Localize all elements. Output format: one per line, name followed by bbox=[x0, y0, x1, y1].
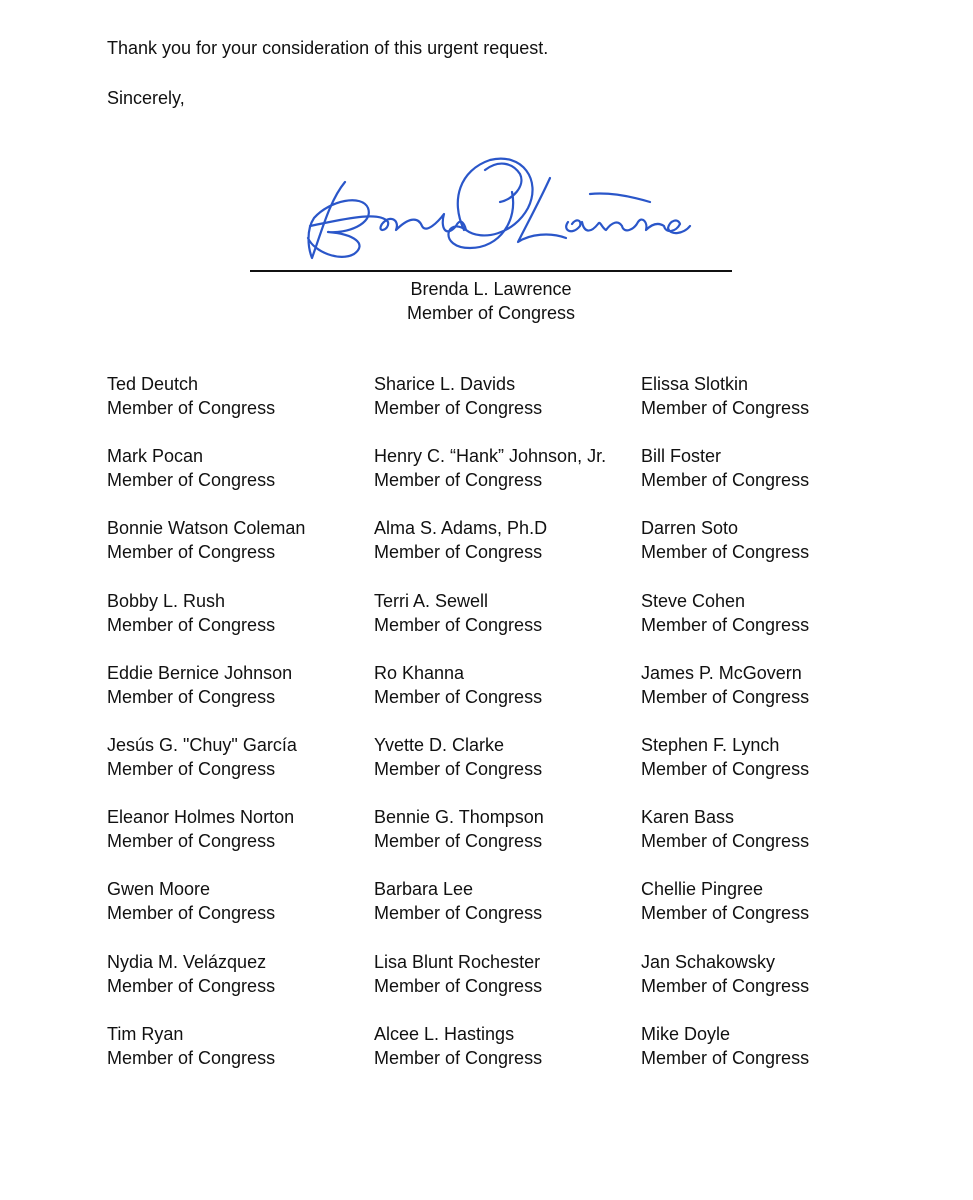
cosigner-title: Member of Congress bbox=[641, 975, 810, 996]
cosigner-entry bbox=[374, 805, 641, 877]
cosigner-entry bbox=[374, 444, 641, 516]
cosigner-name: Ted Deutch bbox=[107, 374, 199, 394]
cosigner-name: Karen Bass bbox=[641, 807, 735, 828]
cosigner-title: Member of Congress bbox=[641, 470, 810, 491]
cosigner-name: Jan Schakowsky bbox=[641, 951, 776, 972]
signer-title: Member of Congress bbox=[406, 303, 576, 323]
cosigner-name: Tim Ryan bbox=[107, 1023, 184, 1044]
cosigner-entry bbox=[107, 589, 374, 661]
cosigner-title: Member of Congress bbox=[641, 614, 810, 635]
cosigner-title: Member of Congress bbox=[107, 758, 276, 779]
cosigner-name: Barbara Lee bbox=[374, 879, 474, 900]
cosigner-title: Member of Congress bbox=[107, 470, 276, 491]
signer-name: Brenda L. Lawrence bbox=[410, 279, 572, 299]
cosigner-name: Stephen F. Lynch bbox=[641, 734, 780, 755]
cosigner-title: Member of Congress bbox=[641, 542, 810, 563]
closing-sentence: Thank you for your consideration of this urgent request. bbox=[107, 38, 549, 58]
cosigner-entry bbox=[374, 372, 641, 444]
cosigner-entry bbox=[641, 516, 908, 588]
cosigner-title: Member of Congress bbox=[107, 398, 276, 418]
cosigner-title: Member of Congress bbox=[107, 542, 276, 563]
cosigner-name: Henry C. “Hank” Johnson, Jr. bbox=[374, 446, 607, 467]
signature-block bbox=[250, 130, 732, 325]
handwritten-signature bbox=[250, 130, 732, 270]
cosigner-title: Member of Congress bbox=[641, 831, 810, 852]
cosigner-entry bbox=[641, 877, 908, 949]
cosigner-title: Member of Congress bbox=[641, 398, 810, 418]
cosigner-entry bbox=[374, 1022, 641, 1094]
cosigner-name: Eddie Bernice Johnson bbox=[107, 662, 293, 683]
cosigner-entry bbox=[374, 589, 641, 661]
signature-line bbox=[250, 270, 732, 272]
cosigner-title: Member of Congress bbox=[374, 398, 543, 418]
cosigner-name: Jesús G. "Chuy" García bbox=[107, 734, 297, 755]
cosigner-title: Member of Congress bbox=[641, 758, 810, 779]
cosigner-title: Member of Congress bbox=[641, 1047, 810, 1068]
cosigner-entry bbox=[107, 877, 374, 949]
cosigner-name: Bobby L. Rush bbox=[107, 590, 226, 611]
cosigner-name: Bennie G. Thompson bbox=[374, 807, 544, 828]
cosigner-entry bbox=[107, 733, 374, 805]
salutation: Sincerely, bbox=[107, 88, 185, 108]
cosigner-name: Alma S. Adams, Ph.D bbox=[374, 518, 548, 539]
cosigner-entry bbox=[107, 661, 374, 733]
cosigner-entry bbox=[107, 444, 374, 516]
cosigner-title: Member of Congress bbox=[641, 903, 810, 924]
cosigner-name: Chellie Pingree bbox=[641, 879, 764, 900]
cosigner-entry bbox=[641, 589, 908, 661]
cosigner-entry bbox=[374, 733, 641, 805]
cosigner-title: Member of Congress bbox=[107, 903, 276, 924]
cosigner-name: Darren Soto bbox=[641, 518, 739, 539]
cosigner-entry bbox=[107, 950, 374, 1022]
cosigner-name: Nydia M. Velázquez bbox=[107, 951, 267, 972]
cosigner-name: Eleanor Holmes Norton bbox=[107, 807, 295, 828]
cosigner-title: Member of Congress bbox=[374, 1047, 543, 1068]
cosigner-name: Steve Cohen bbox=[641, 590, 746, 611]
cosigner-entry bbox=[374, 516, 641, 588]
cosigner-name: Mark Pocan bbox=[107, 446, 204, 467]
cosigner-title: Member of Congress bbox=[374, 614, 543, 635]
cosigner-entry bbox=[107, 372, 374, 444]
cosigner-title: Member of Congress bbox=[374, 831, 543, 852]
cosigner-entry bbox=[641, 661, 908, 733]
cosigner-name: Gwen Moore bbox=[107, 879, 211, 900]
cosigner-entry bbox=[374, 877, 641, 949]
cosigner-entry bbox=[374, 950, 641, 1022]
cosigner-name: Ro Khanna bbox=[374, 662, 465, 683]
cosigner-entry bbox=[641, 805, 908, 877]
cosigner-name: Yvette D. Clarke bbox=[374, 734, 505, 755]
cosigner-name: Bonnie Watson Coleman bbox=[107, 518, 306, 539]
cosigner-title: Member of Congress bbox=[107, 686, 276, 707]
cosigner-entry bbox=[641, 733, 908, 805]
cosigner-title: Member of Congress bbox=[107, 614, 276, 635]
cosigner-title: Member of Congress bbox=[374, 975, 543, 996]
cosigner-title: Member of Congress bbox=[641, 686, 810, 707]
cosigner-name: Sharice L. Davids bbox=[374, 374, 516, 394]
cosigner-title: Member of Congress bbox=[374, 470, 543, 491]
cosigner-name: James P. McGovern bbox=[641, 662, 802, 683]
cosigner-name: Terri A. Sewell bbox=[374, 590, 489, 611]
cosigner-entry bbox=[641, 372, 908, 444]
cosigner-title: Member of Congress bbox=[107, 831, 276, 852]
cosigner-name: Elissa Slotkin bbox=[641, 374, 749, 394]
cosigner-entry bbox=[107, 805, 374, 877]
cosigner-title: Member of Congress bbox=[374, 686, 543, 707]
cosigner-title: Member of Congress bbox=[374, 903, 543, 924]
cosigner-entry bbox=[374, 661, 641, 733]
cosigner-entry bbox=[107, 1022, 374, 1094]
cosigner-entry bbox=[107, 516, 374, 588]
cosigner-entry bbox=[641, 444, 908, 516]
cosigner-title: Member of Congress bbox=[107, 975, 276, 996]
cosigner-name: Alcee L. Hastings bbox=[374, 1023, 515, 1044]
cosigner-name: Mike Doyle bbox=[641, 1023, 731, 1044]
cosigner-name: Bill Foster bbox=[641, 446, 722, 467]
cosigner-title: Member of Congress bbox=[374, 758, 543, 779]
cosigner-list bbox=[107, 372, 927, 1094]
cosigner-title: Member of Congress bbox=[374, 542, 543, 563]
cosigner-entry bbox=[641, 1022, 908, 1094]
cosigner-entry bbox=[641, 950, 908, 1022]
cosigner-name: Lisa Blunt Rochester bbox=[374, 951, 541, 972]
cosigner-title: Member of Congress bbox=[107, 1047, 276, 1068]
